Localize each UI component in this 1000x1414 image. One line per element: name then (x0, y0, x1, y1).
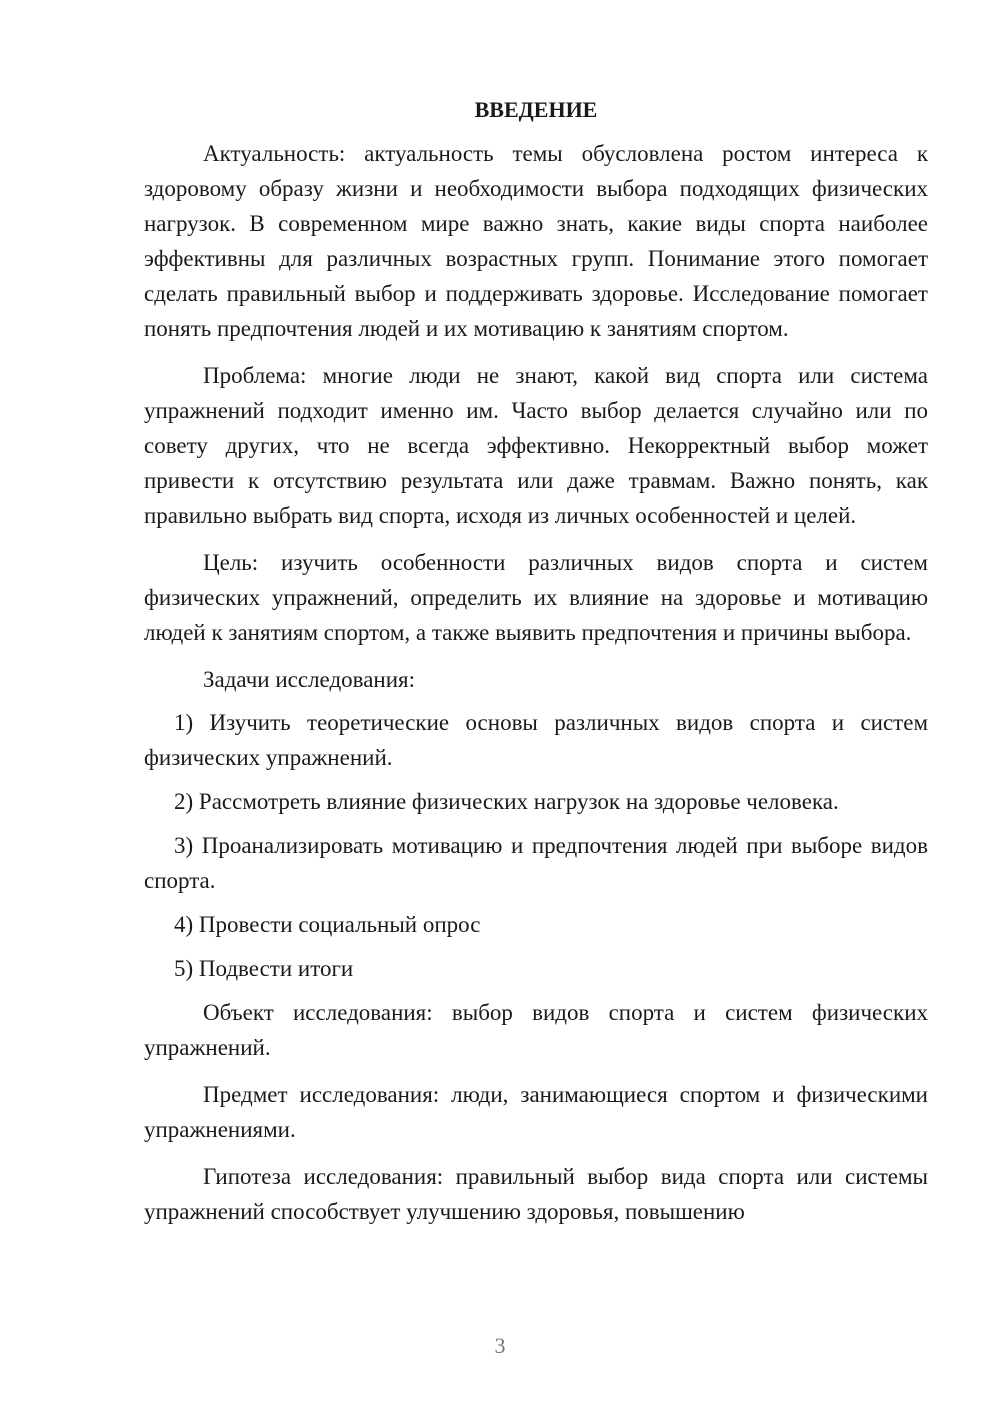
subject-paragraph: Предмет исследования: люди, занимающиеся спортом и физическими упражнениями. (144, 1082, 928, 1142)
tasks-heading: Задачи исследования: (203, 667, 416, 692)
list-item: 5) Подвести итоги (174, 956, 354, 981)
page-number: 3 (494, 1333, 506, 1358)
hypothesis-paragraph: Гипотеза исследования: правильный выбор вида спорта или системы упражнений способствует улучшению здоровья, повышению (144, 1164, 928, 1224)
list-item: 3) Проанализировать мотивацию и предпочтения людей при выборе видов спорта. (144, 833, 928, 893)
list-item: 1) Изучить теоретические основы различных видов спорта и систем физических упражнений. (144, 710, 928, 770)
list-item: 4) Провести социальный опрос (174, 912, 481, 937)
section-title: ВВЕДЕНИЕ (474, 97, 598, 122)
problem-paragraph: Проблема: многие люди не знают, какой вид спорта или система упражнений подходит именно им. Часто выбор делается случайно или по совету других, что не всегда эффективно. Некорректный выбор может привести к отсутствию результата или даже травмам. Важно понять, как правильно выбрать вид спорта, исходя из личных особенностей и целей. (144, 363, 928, 528)
object-paragraph: Объект исследования: выбор видов спорта и систем физических упражнений. (144, 1000, 928, 1060)
document-page (144, 94, 928, 1241)
tasks-list (144, 705, 928, 986)
list-item: 2) Рассмотреть влияние физических нагрузок на здоровье человека. (174, 789, 839, 814)
relevance-paragraph: Актуальность: актуальность темы обусловлена ростом интереса к здоровому образу жизни и необходимости выбора подходящих физических нагрузок. В современном мире важно знать, какие виды спорта наиболее эффективны для различных возрастных групп. Понимание этого помогает сделать правильный выбор и поддерживать здоровье. Исследование помогает понять предпочтения людей и их мотивацию к занятиям спортом. (144, 141, 928, 341)
goal-paragraph: Цель: изучить особенности различных видов спорта и систем физических упражнений, определить их влияние на здоровье и мотивацию людей к занятиям спортом, а также выявить предпочтения и причины выбора. (144, 550, 928, 645)
